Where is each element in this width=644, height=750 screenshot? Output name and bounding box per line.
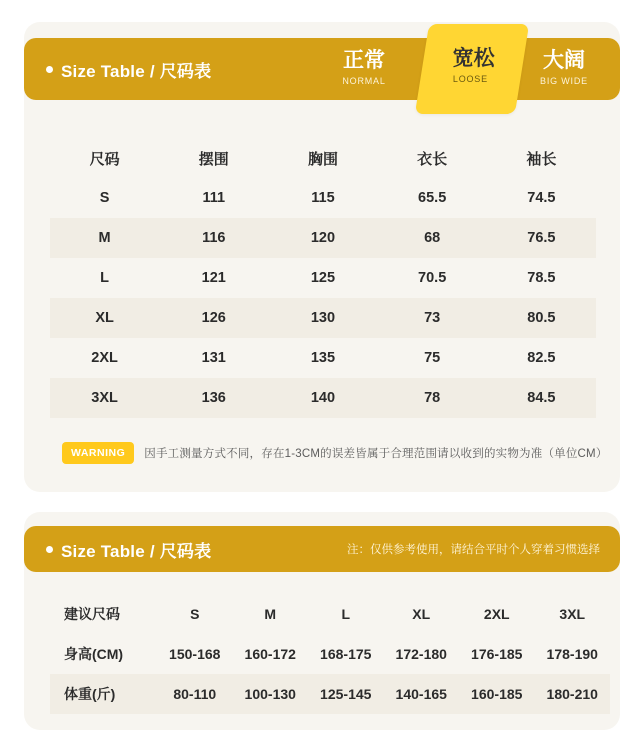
recommended-size-title [61, 537, 211, 562]
warning-row [62, 442, 608, 464]
measurements-table [50, 138, 596, 418]
table-header-row [50, 138, 596, 178]
column-header-l: L [341, 606, 351, 622]
warning-badge: WARNING [62, 442, 134, 464]
cell-length: 65.5 [418, 190, 447, 206]
cell-chest: 130 [310, 310, 336, 326]
recommended-size-title-group [46, 526, 211, 572]
recommended-size-header [24, 526, 620, 572]
cell-height-xl: 172-180 [395, 646, 447, 662]
cell-size: L [100, 270, 110, 286]
size-table-panel [24, 22, 620, 492]
cell-length: 78 [424, 390, 441, 406]
column-header-xl: XL [412, 606, 431, 622]
table-row [50, 634, 610, 674]
size-table-header [24, 38, 620, 100]
fit-tab-loose-en: LOOSE [452, 74, 488, 84]
column-header-sleeve: 袖长 [526, 150, 557, 168]
cell-weight-l: 125-145 [320, 686, 372, 702]
column-header-size: 尺码 [89, 150, 120, 168]
recommended-size-note: 注：仅供参考使用，请结合平时个人穿着习惯选择 [347, 544, 600, 556]
fit-tab-bigwide[interactable] [514, 38, 614, 100]
cell-sleeve: 80.5 [527, 310, 556, 326]
cell-chest: 125 [310, 270, 336, 286]
bullet-dot-icon [46, 66, 53, 73]
cell-sleeve: 74.5 [527, 190, 556, 206]
cell-height-m: 160-172 [244, 646, 296, 662]
cell-chest: 135 [310, 350, 336, 366]
cell-length: 75 [424, 350, 441, 366]
cell-length: 73 [424, 310, 441, 326]
fit-tab-bigwide-en: BIG WIDE [540, 76, 588, 86]
cell-height-l: 168-175 [320, 646, 372, 662]
table-row [50, 298, 596, 338]
cell-sleeve: 78.5 [527, 270, 556, 286]
table-row [50, 258, 596, 298]
column-header-2xl: 2XL [483, 606, 510, 622]
column-header-chest: 胸围 [307, 150, 338, 168]
fit-tab-normal-cn: 正常 [343, 49, 385, 72]
column-header-recommended-size: 建议尺码 [64, 606, 120, 622]
cell-weight-s: 80-110 [173, 686, 217, 702]
cell-hem: 121 [201, 270, 226, 286]
size-table-title-separator: / [149, 61, 155, 81]
column-header-hem: 摆围 [198, 150, 229, 168]
measurements-table-body [50, 178, 596, 418]
recommended-size-table-head [50, 594, 610, 634]
cell-size: 3XL [91, 390, 118, 406]
cell-chest: 115 [311, 190, 335, 206]
cell-hem: 136 [201, 390, 226, 406]
cell-sleeve: 82.5 [527, 350, 556, 366]
cell-hem: 126 [201, 310, 226, 326]
size-table-title [61, 57, 211, 82]
cell-hem: 116 [202, 230, 226, 246]
cell-weight-m: 100-130 [244, 686, 296, 702]
table-header-row [50, 594, 610, 634]
fit-tab-normal-en: NORMAL [342, 76, 386, 86]
size-table-title-cn: 尺码表 [159, 61, 212, 81]
cell-size: S [99, 190, 110, 206]
recommended-size-table-body [50, 634, 610, 714]
row-label-weight: 体重(斤) [64, 686, 116, 702]
cell-sleeve: 76.5 [527, 230, 556, 246]
recommended-size-title-separator: / [149, 541, 155, 561]
recommended-size-table [50, 594, 610, 714]
column-header-3xl: 3XL [559, 606, 586, 622]
measurements-table-head [50, 138, 596, 178]
table-row [50, 218, 596, 258]
row-label-height: 身高(CM) [64, 646, 124, 662]
table-row [50, 338, 596, 378]
recommended-size-title-en: Size Table [61, 541, 145, 561]
cell-size: 2XL [91, 350, 118, 366]
fit-tab-loose-cn: 宽松 [452, 47, 495, 70]
recommended-size-panel [24, 512, 620, 730]
cell-size: M [98, 230, 111, 246]
fit-tab-loose[interactable] [415, 24, 529, 114]
column-header-length: 衣长 [417, 150, 448, 168]
cell-sleeve: 84.5 [527, 390, 556, 406]
cell-weight-2xl: 160-185 [471, 686, 523, 702]
warning-text: 因手工测量方式不同，存在1-3CM的误差皆属于合理范围请以收到的实物为准（单位CM） [144, 448, 608, 460]
table-row [50, 178, 596, 218]
table-row [50, 674, 610, 714]
cell-height-2xl: 176-185 [471, 646, 523, 662]
column-header-m: M [264, 606, 277, 622]
cell-length: 70.5 [418, 270, 447, 286]
size-table-title-en: Size Table [61, 61, 145, 81]
cell-hem: 111 [202, 190, 226, 206]
cell-chest: 120 [310, 230, 336, 246]
cell-weight-3xl: 180-210 [546, 686, 598, 702]
cell-hem: 131 [201, 350, 226, 366]
bullet-dot-icon [46, 546, 53, 553]
cell-height-s: 150-168 [169, 646, 221, 662]
fit-tab-normal[interactable] [314, 38, 414, 100]
cell-weight-xl: 140-165 [395, 686, 447, 702]
fit-tab-bigwide-cn: 大阔 [543, 49, 585, 72]
fit-option-tabs [314, 38, 614, 100]
size-table-header-title-group [46, 38, 211, 100]
cell-length: 68 [424, 230, 441, 246]
cell-chest: 140 [310, 390, 336, 406]
table-row [50, 378, 596, 418]
cell-size: XL [95, 310, 114, 326]
cell-height-3xl: 178-190 [546, 646, 598, 662]
column-header-s: S [190, 606, 200, 622]
recommended-size-title-cn: 尺码表 [159, 541, 212, 561]
